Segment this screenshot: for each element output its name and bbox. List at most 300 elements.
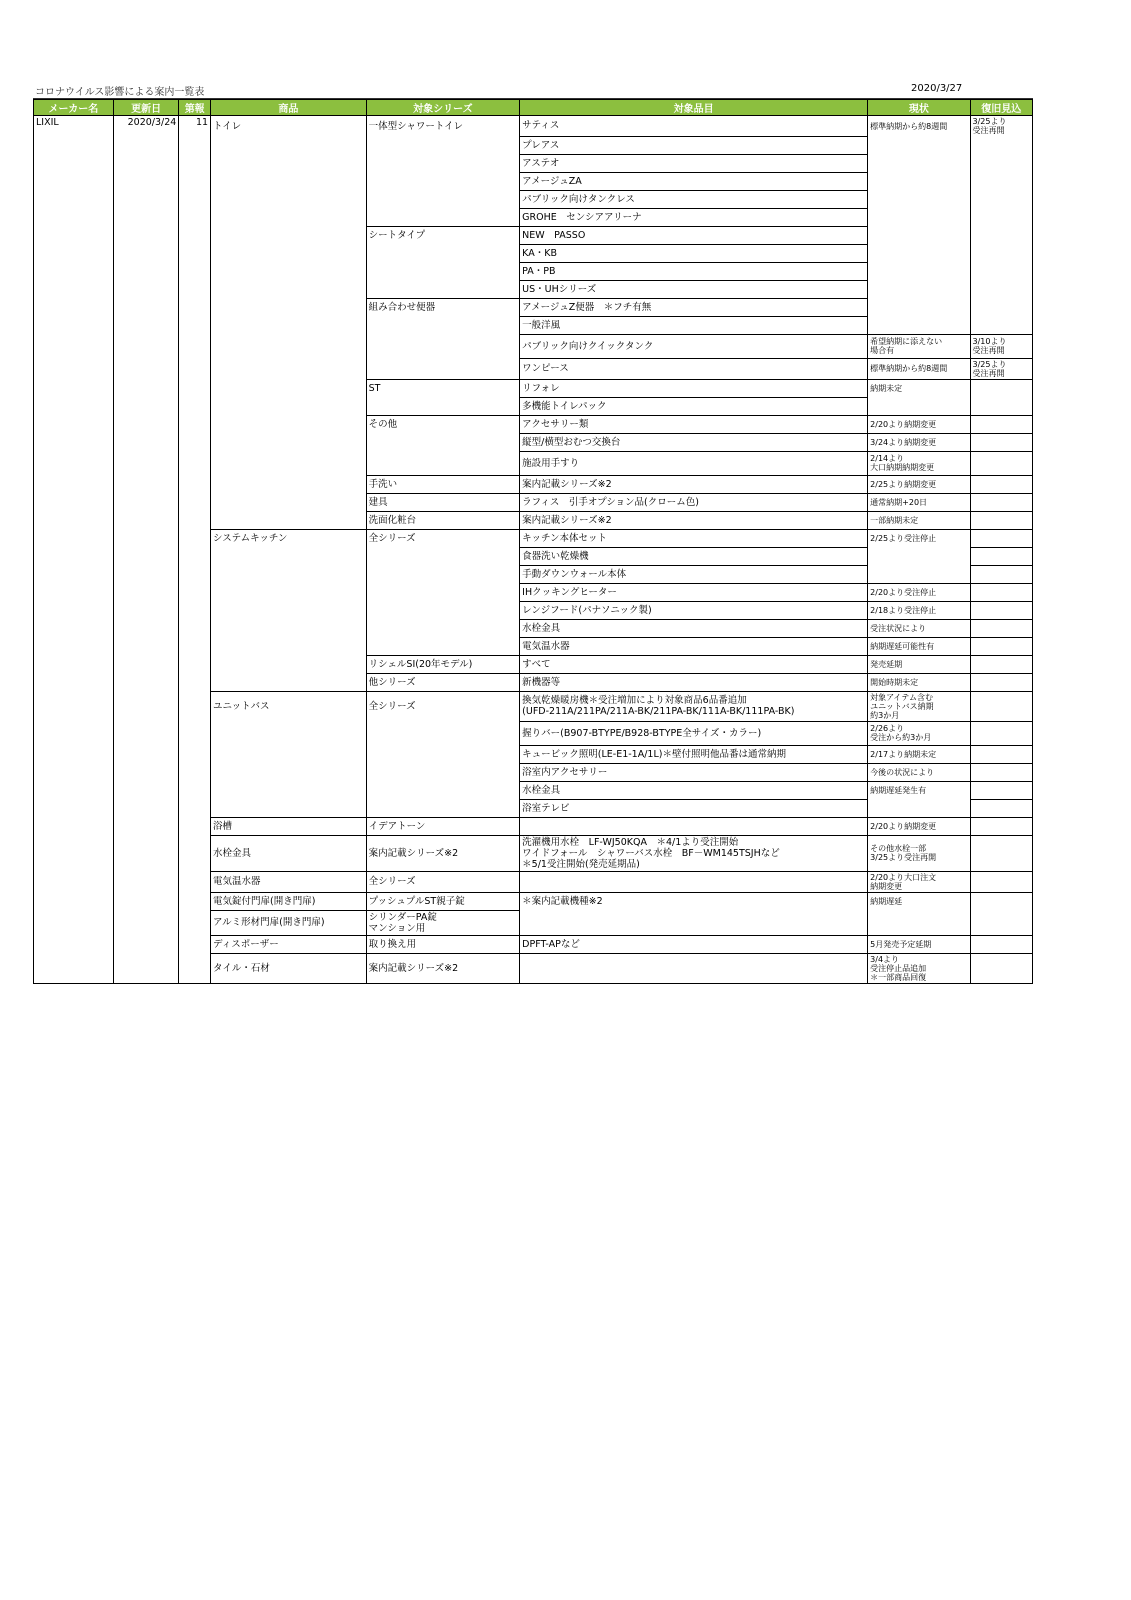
status-cell: 納期遅延可能性有	[868, 637, 970, 655]
status-cell	[868, 397, 970, 415]
item-cell: 浴室内アクセサリー	[520, 763, 868, 781]
maker-cell: LIXIL	[34, 116, 114, 137]
recovery-cell	[970, 745, 1033, 763]
col-maker: メーカー名	[34, 100, 114, 116]
table-body	[34, 116, 1033, 984]
recovery-cell	[970, 226, 1033, 244]
maker-cell	[34, 953, 114, 983]
series-cell: 取り換え用	[366, 935, 520, 953]
recovery-cell	[970, 892, 1033, 910]
item-cell: IHクッキングヒーター	[520, 583, 868, 601]
col-recovery: 復旧見込	[970, 100, 1033, 116]
recovery-cell	[970, 910, 1033, 935]
report-no-cell	[179, 262, 211, 280]
product-cell: タイル・石材	[211, 953, 367, 983]
recovery-cell	[970, 262, 1033, 280]
item-cell: 電気温水器	[520, 637, 868, 655]
maker-cell	[34, 871, 114, 892]
series-cell	[366, 208, 520, 226]
product-cell	[211, 190, 367, 208]
updated-cell	[113, 763, 179, 781]
table-row	[34, 136, 1033, 154]
status-cell: 2/25より受注停止	[868, 529, 970, 547]
status-cell: 今後の状況により	[868, 763, 970, 781]
updated-cell	[113, 817, 179, 835]
status-cell	[868, 136, 970, 154]
maker-cell	[34, 415, 114, 433]
series-cell	[366, 334, 520, 358]
product-cell	[211, 763, 367, 781]
status-cell: 標準納期から約8週間	[868, 358, 970, 379]
status-cell: 2/26より 受注から約3か月	[868, 721, 970, 745]
col-series: 対象シリーズ	[366, 100, 520, 116]
maker-cell	[34, 745, 114, 763]
product-cell	[211, 358, 367, 379]
product-cell	[211, 511, 367, 529]
updated-cell	[113, 208, 179, 226]
series-cell	[366, 745, 520, 763]
table-row	[34, 935, 1033, 953]
item-cell: DPFT-APなど	[520, 935, 868, 953]
series-cell	[366, 172, 520, 190]
table-row	[34, 116, 1033, 137]
sheet-date: 2020/3/27	[911, 83, 963, 94]
report-no-cell	[179, 601, 211, 619]
updated-cell	[113, 655, 179, 673]
maker-cell	[34, 154, 114, 172]
product-cell	[211, 493, 367, 511]
report-no-cell	[179, 298, 211, 316]
table-row	[34, 781, 1033, 799]
item-cell: ＊案内記載機種※2	[520, 892, 868, 910]
recovery-cell	[970, 451, 1033, 475]
table-row	[34, 433, 1033, 451]
item-cell: 新機器等	[520, 673, 868, 691]
maker-cell	[34, 397, 114, 415]
product-cell	[211, 154, 367, 172]
table-row	[34, 745, 1033, 763]
series-cell	[366, 190, 520, 208]
sheet-title: コロナウイルス影響による案内一覧表	[35, 87, 205, 98]
recovery-cell	[970, 511, 1033, 529]
item-cell: 洗濯機用水栓 LF-WJ50KQA ＊4/1より受注開始 ワイドフォール シャワーバス水栓 BF－WM145TSJHなど ＊5/1受注開始(発売延期品)	[520, 835, 868, 871]
status-cell	[868, 208, 970, 226]
product-cell	[211, 601, 367, 619]
updated-cell	[113, 781, 179, 799]
series-cell	[366, 763, 520, 781]
table-row	[34, 953, 1033, 983]
report-no-cell	[179, 547, 211, 565]
item-cell	[520, 910, 868, 935]
product-cell: トイレ	[211, 116, 367, 137]
recovery-cell: 3/10より 受注再開	[970, 334, 1033, 358]
maker-cell	[34, 892, 114, 910]
maker-cell	[34, 721, 114, 745]
series-cell: その他	[366, 415, 520, 433]
series-cell: 全シリーズ	[366, 871, 520, 892]
product-cell	[211, 415, 367, 433]
product-cell	[211, 208, 367, 226]
series-cell: 案内記載シリーズ※2	[366, 953, 520, 983]
updated-cell	[113, 935, 179, 953]
series-cell: シリンダーPA錠 マンション用	[366, 910, 520, 935]
updated-cell: 2020/3/24	[113, 116, 179, 137]
recovery-cell	[970, 871, 1033, 892]
maker-cell	[34, 529, 114, 547]
report-no-cell	[179, 619, 211, 637]
item-cell: 水栓金具	[520, 619, 868, 637]
report-no-cell	[179, 358, 211, 379]
recovery-cell	[970, 799, 1033, 817]
product-cell	[211, 721, 367, 745]
item-cell: すべて	[520, 655, 868, 673]
status-cell	[868, 280, 970, 298]
updated-cell	[113, 451, 179, 475]
recovery-cell	[970, 953, 1033, 983]
series-cell: ST	[366, 379, 520, 397]
item-cell: アメージュZ便器 ＊フチ有無	[520, 298, 868, 316]
status-cell: 受注状況により	[868, 619, 970, 637]
item-cell: プレアス	[520, 136, 868, 154]
product-cell	[211, 226, 367, 244]
status-cell: 2/20より納期変更	[868, 817, 970, 835]
recovery-cell	[970, 691, 1033, 721]
status-cell	[868, 298, 970, 316]
recovery-cell	[970, 619, 1033, 637]
maker-cell	[34, 910, 114, 935]
table-row	[34, 547, 1033, 565]
updated-cell	[113, 262, 179, 280]
status-cell	[868, 226, 970, 244]
recovery-cell	[970, 721, 1033, 745]
series-cell	[366, 262, 520, 280]
series-cell	[366, 433, 520, 451]
status-cell: 納期遅延	[868, 892, 970, 910]
table-row	[34, 619, 1033, 637]
item-cell: 握りバー(B907-BTYPE/B928-BTYPE全サイズ・カラー)	[520, 721, 868, 745]
updated-cell	[113, 154, 179, 172]
status-cell	[868, 547, 970, 565]
series-cell	[366, 397, 520, 415]
maker-cell	[34, 298, 114, 316]
report-no-cell	[179, 799, 211, 817]
updated-cell	[113, 298, 179, 316]
item-cell: PA・PB	[520, 262, 868, 280]
status-cell: 納期遅延発生有	[868, 781, 970, 799]
table-row	[34, 334, 1033, 358]
updated-cell	[113, 637, 179, 655]
status-cell: 発売延期	[868, 655, 970, 673]
maker-cell	[34, 835, 114, 871]
series-cell	[366, 451, 520, 475]
report-no-cell	[179, 244, 211, 262]
maker-cell	[34, 475, 114, 493]
table-row	[34, 835, 1033, 871]
item-cell: 一般洋風	[520, 316, 868, 334]
recovery-cell	[970, 397, 1033, 415]
recovery-cell	[970, 673, 1033, 691]
status-cell: 2/18より受注停止	[868, 601, 970, 619]
table-row	[34, 379, 1033, 397]
maker-cell	[34, 226, 114, 244]
maker-cell	[34, 190, 114, 208]
updated-cell	[113, 721, 179, 745]
report-no-cell	[179, 673, 211, 691]
item-cell: パブリック向けクイックタンク	[520, 334, 868, 358]
recovery-cell	[970, 547, 1033, 565]
maker-cell	[34, 316, 114, 334]
product-cell	[211, 136, 367, 154]
status-cell	[868, 262, 970, 280]
series-cell: 一体型シャワートイレ	[366, 116, 520, 137]
recovery-cell	[970, 601, 1033, 619]
item-cell: リフォレ	[520, 379, 868, 397]
report-no-cell	[179, 871, 211, 892]
updated-cell	[113, 511, 179, 529]
col-updated: 更新日	[113, 100, 179, 116]
updated-cell	[113, 691, 179, 721]
recovery-cell: 3/25より 受注再開	[970, 116, 1033, 137]
series-cell: 組み合わせ便器	[366, 298, 520, 316]
recovery-cell	[970, 565, 1033, 583]
maker-cell	[34, 244, 114, 262]
status-cell: 2/20より納期変更	[868, 415, 970, 433]
report-no-cell	[179, 953, 211, 983]
series-cell	[366, 583, 520, 601]
product-cell	[211, 451, 367, 475]
recovery-cell	[970, 781, 1033, 799]
updated-cell	[113, 799, 179, 817]
updated-cell	[113, 415, 179, 433]
product-cell: ディスポーザー	[211, 935, 367, 953]
report-no-cell	[179, 565, 211, 583]
series-cell: 手洗い	[366, 475, 520, 493]
report-no-cell	[179, 493, 211, 511]
product-cell	[211, 637, 367, 655]
maker-cell	[34, 547, 114, 565]
series-cell	[366, 244, 520, 262]
series-cell: 他シリーズ	[366, 673, 520, 691]
maker-cell	[34, 358, 114, 379]
updated-cell	[113, 601, 179, 619]
table-row	[34, 892, 1033, 910]
table-row	[34, 493, 1033, 511]
status-cell	[868, 190, 970, 208]
updated-cell	[113, 953, 179, 983]
product-cell	[211, 334, 367, 358]
item-cell: 手動ダウンウォール本体	[520, 565, 868, 583]
item-cell: アメージュZA	[520, 172, 868, 190]
maker-cell	[34, 493, 114, 511]
report-no-cell	[179, 226, 211, 244]
updated-cell	[113, 673, 179, 691]
product-cell	[211, 244, 367, 262]
product-cell	[211, 262, 367, 280]
item-cell	[520, 871, 868, 892]
maker-cell	[34, 673, 114, 691]
status-cell: 一部納期未定	[868, 511, 970, 529]
updated-cell	[113, 871, 179, 892]
series-cell	[366, 619, 520, 637]
recovery-cell	[970, 763, 1033, 781]
item-cell: アステオ	[520, 154, 868, 172]
report-no-cell	[179, 511, 211, 529]
product-cell	[211, 565, 367, 583]
series-cell: シートタイプ	[366, 226, 520, 244]
series-cell	[366, 154, 520, 172]
maker-cell	[34, 691, 114, 721]
report-no-cell	[179, 316, 211, 334]
table-row	[34, 172, 1033, 190]
updated-cell	[113, 835, 179, 871]
col-item: 対象品目	[520, 100, 868, 116]
table-row	[34, 280, 1033, 298]
table-row	[34, 529, 1033, 547]
status-cell: 対象アイテム含む ユニットバス納期 約3か月	[868, 691, 970, 721]
product-cell	[211, 316, 367, 334]
updated-cell	[113, 619, 179, 637]
series-cell: プッシュプルST親子錠	[366, 892, 520, 910]
updated-cell	[113, 493, 179, 511]
maker-cell	[34, 433, 114, 451]
status-cell	[868, 316, 970, 334]
report-no-cell	[179, 721, 211, 745]
table-row	[34, 358, 1033, 379]
report-no-cell: 11	[179, 116, 211, 137]
report-no-cell	[179, 637, 211, 655]
status-cell	[868, 244, 970, 262]
report-no-cell	[179, 172, 211, 190]
report-no-cell	[179, 334, 211, 358]
maker-cell	[34, 817, 114, 835]
status-cell: 5月発売予定延期	[868, 935, 970, 953]
maker-cell	[34, 172, 114, 190]
status-cell: 2/20より大口注文 納期変更	[868, 871, 970, 892]
status-cell: 希望納期に添えない 場合有	[868, 334, 970, 358]
maker-cell	[34, 334, 114, 358]
status-cell: その他水栓一部 3/25より受注再開	[868, 835, 970, 871]
product-cell	[211, 583, 367, 601]
updated-cell	[113, 316, 179, 334]
status-cell: 2/17より納期未定	[868, 745, 970, 763]
series-cell	[366, 280, 520, 298]
updated-cell	[113, 547, 179, 565]
series-cell	[366, 799, 520, 817]
recovery-cell	[970, 935, 1033, 953]
item-cell: US・UHシリーズ	[520, 280, 868, 298]
maker-cell	[34, 262, 114, 280]
recovery-cell	[970, 298, 1033, 316]
item-cell	[520, 817, 868, 835]
item-cell: 食器洗い乾燥機	[520, 547, 868, 565]
report-no-cell	[179, 280, 211, 298]
table-row	[34, 475, 1033, 493]
recovery-cell	[970, 835, 1033, 871]
item-cell: 換気乾燥暖房機＊受注増加により対象商品6品番追加 (UFD-211A/211PA/211A-BK/211PA-BK/111A-BK/111PA-BK)	[520, 691, 868, 721]
series-cell: 洗面化粧台	[366, 511, 520, 529]
report-no-cell	[179, 691, 211, 721]
table-row	[34, 637, 1033, 655]
table-row	[34, 298, 1033, 316]
recovery-cell	[970, 136, 1033, 154]
table-row	[34, 763, 1033, 781]
spreadsheet	[33, 82, 1033, 984]
report-no-cell	[179, 935, 211, 953]
notice-table	[33, 99, 1033, 984]
updated-cell	[113, 892, 179, 910]
product-cell: 水栓金具	[211, 835, 367, 871]
updated-cell	[113, 136, 179, 154]
report-no-cell	[179, 910, 211, 935]
item-cell: 施設用手すり	[520, 451, 868, 475]
updated-cell	[113, 565, 179, 583]
updated-cell	[113, 334, 179, 358]
recovery-cell	[970, 529, 1033, 547]
table-row	[34, 691, 1033, 721]
sheet-header	[33, 82, 1033, 99]
table-row	[34, 244, 1033, 262]
table-row	[34, 316, 1033, 334]
recovery-cell	[970, 316, 1033, 334]
table-row	[34, 799, 1033, 817]
product-cell	[211, 475, 367, 493]
report-no-cell	[179, 892, 211, 910]
table-row	[34, 721, 1033, 745]
report-no-cell	[179, 136, 211, 154]
series-cell	[366, 136, 520, 154]
table-row	[34, 262, 1033, 280]
product-cell: アルミ形材門扉(開き門扉)	[211, 910, 367, 935]
updated-cell	[113, 745, 179, 763]
maker-cell	[34, 935, 114, 953]
maker-cell	[34, 379, 114, 397]
maker-cell	[34, 208, 114, 226]
report-no-cell	[179, 433, 211, 451]
item-cell	[520, 953, 868, 983]
updated-cell	[113, 433, 179, 451]
item-cell: パブリック向けタンクレス	[520, 190, 868, 208]
series-cell	[366, 358, 520, 379]
product-cell	[211, 655, 367, 673]
product-cell	[211, 781, 367, 799]
status-cell	[868, 172, 970, 190]
series-cell: 全シリーズ	[366, 691, 520, 721]
updated-cell	[113, 529, 179, 547]
product-cell	[211, 298, 367, 316]
col-product: 商品	[211, 100, 367, 116]
recovery-cell	[970, 475, 1033, 493]
recovery-cell	[970, 208, 1033, 226]
table-row	[34, 601, 1033, 619]
product-cell: ユニットバス	[211, 691, 367, 721]
status-cell: 2/25より納期変更	[868, 475, 970, 493]
report-no-cell	[179, 379, 211, 397]
maker-cell	[34, 799, 114, 817]
maker-cell	[34, 763, 114, 781]
report-no-cell	[179, 781, 211, 799]
item-cell: ラフィス 引手オプション品(クローム色)	[520, 493, 868, 511]
recovery-cell	[970, 244, 1033, 262]
item-cell: キッチン本体セット	[520, 529, 868, 547]
updated-cell	[113, 397, 179, 415]
table-row	[34, 190, 1033, 208]
report-no-cell	[179, 655, 211, 673]
item-cell: 多機能トイレパック	[520, 397, 868, 415]
product-cell: 電気温水器	[211, 871, 367, 892]
report-no-cell	[179, 835, 211, 871]
updated-cell	[113, 190, 179, 208]
item-cell: NEW PASSO	[520, 226, 868, 244]
